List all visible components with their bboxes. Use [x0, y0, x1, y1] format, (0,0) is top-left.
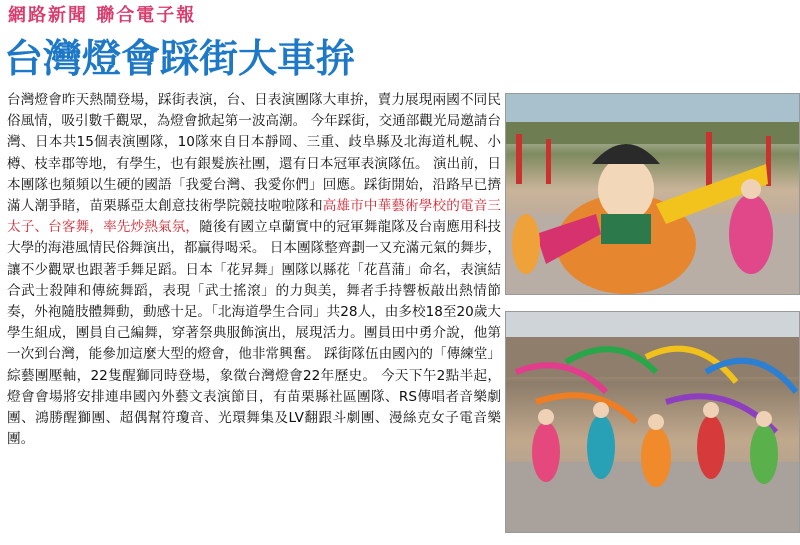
- parade-photo-ribbon-dancers: [505, 311, 800, 533]
- parade-photo-deity-puppet-illustration: [506, 94, 799, 294]
- parade-photo-ribbon-dancers-illustration: [506, 312, 799, 532]
- article-body: [7, 90, 501, 450]
- masthead: 網路新聞 聯合電子報: [8, 5, 197, 26]
- article-highlight: 高雄市中華藝術學校的電音三太子、台客舞，率先炒熱氣氛，: [7, 198, 502, 236]
- article-text-part2: 隨後有國立卓蘭實中的冠軍舞龍隊及台南應用科技大學的海港風情民俗舞演出，都贏得喝采。 日本團隊整齊劃一又充滿元氣的舞步，讓不少觀眾也跟著手舞足蹈。日本「花昇舞」團隊以縣花「花菖蒲」命名，表演結合武士殺陣和傳統舞蹈，表現「武士搖滾」的力與美，舞者手持響板敲出熱情節奏，外袍隨肢體舞動，動感十足。「北海道學生合同」共28人，由多校18至20歲大學生組成，團員自己編舞，穿著祭典服飾演出，展現活力。團員田中勇介說，他第一次到台灣，能參加這麼大型的燈會，他非常興奮。 踩街隊伍由國內的「傳練堂」綜藝團壓軸，22隻醒獅同時登場，象徵台灣燈會22年歷史。 今天下午2點半起，燈會會場將安排連串國內外藝文表演節目，有苗栗縣社區團隊、RS傳唱者音樂劇團、鴻勝醒獅團、超偶幫符瓊音、光環舞集及LV翻跟斗劇團、漫絲克女子電音樂團。: [7, 219, 502, 448]
- parade-photo-deity-puppet: [505, 93, 800, 295]
- article-text-part1: 台灣燈會昨天熱鬧登場，踩街表演，台、日表演團隊大車拚，賣力展現兩國不同民俗風情，吸引數千觀眾，為燈會掀起第一波高潮。 今年踩街，交通部觀光局邀請台灣、日本共15個表演團隊，10隊來自日本靜岡、三重、歧阜縣及北海道札幌、小樽、枝幸郡等地，有學生，也有銀髮族社團，還有日本冠軍表演隊伍。 演出前，日本團隊也頻頻以生硬的國語「我愛台灣、我愛你們」回應。踩街開始，沿路早已擠滿人潮爭睹，苗栗縣亞太創意技術學院競技啦啦隊和: [7, 92, 501, 215]
- headline: 台灣燈會踩街大車拚: [4, 37, 356, 82]
